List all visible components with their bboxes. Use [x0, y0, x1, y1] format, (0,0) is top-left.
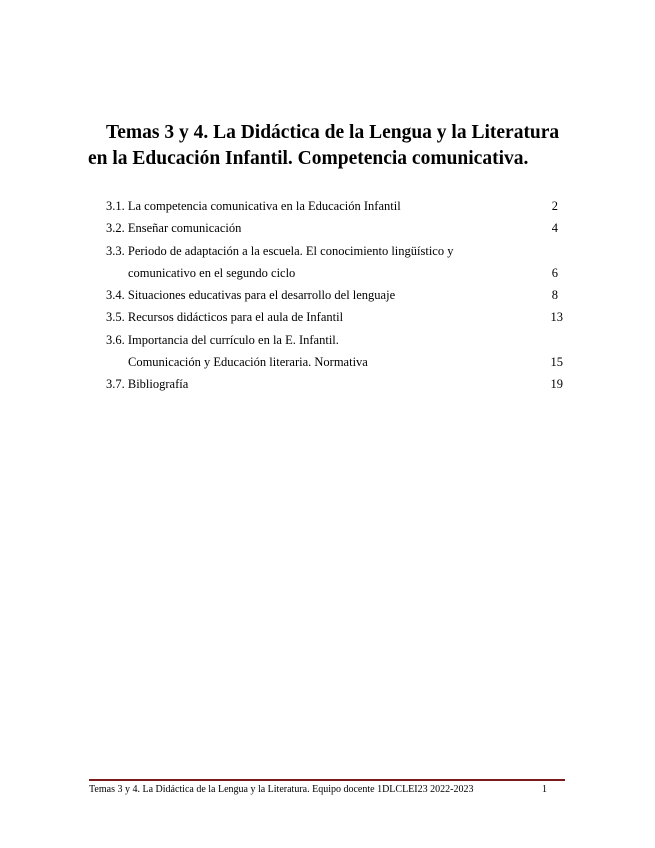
toc-entry-text: 3.4. Situaciones educativas para el desarrollo del lenguaje	[106, 288, 396, 303]
toc-page-number: 8	[551, 288, 558, 303]
toc-page-number: 6	[551, 265, 558, 280]
toc-entry-continuation: comunicativo en el segundo ciclo	[128, 265, 296, 280]
toc-entry-3-4[interactable]	[106, 284, 566, 306]
toc-entry-3-5[interactable]	[106, 306, 566, 328]
toc-entry-3-7[interactable]	[106, 373, 566, 395]
toc-entry-continuation: Comunicación y Educación literaria. Normativa	[128, 355, 368, 370]
title-line-2: en la Educación Infantil. Competencia comunicativa.	[88, 148, 529, 169]
document-title	[88, 120, 578, 172]
toc-entry-3-3-continued[interactable]	[106, 262, 566, 284]
toc-entry-text: 3.1. La competencia comunicativa en la Educación Infantil	[106, 199, 401, 213]
toc-page-number: 4	[551, 221, 558, 236]
toc-entry-text: 3.3. Periodo de adaptación a la escuela. El conocimiento lingüístico y	[106, 243, 454, 258]
footer-divider	[89, 779, 565, 781]
toc-entry-3-3[interactable]	[106, 240, 566, 262]
footer-text: Temas 3 y 4. La Didáctica de la Lengua y la Literatura. Equipo docente 1DLCLEI23 2022-2023	[89, 784, 474, 795]
toc-entry-text: 3.7. Bibliografía	[106, 377, 189, 392]
toc-page-number: 13	[550, 310, 563, 325]
toc-page-number: 15	[550, 355, 563, 370]
toc-entry-text: 3.2. Enseñar comunicación	[106, 221, 242, 236]
toc-entry-text: 3.5. Recursos didácticos para el aula de Infantil	[106, 310, 344, 325]
page-footer	[89, 783, 565, 796]
toc-entry-3-2[interactable]	[106, 217, 566, 239]
toc-page-number: 19	[550, 377, 563, 392]
toc-page-number: 2	[551, 199, 558, 213]
table-of-contents	[106, 195, 566, 396]
toc-entry-3-1[interactable]	[106, 195, 566, 217]
toc-entry-text: 3.6. Importancia del currículo en la E. Infantil.	[106, 332, 339, 347]
toc-entry-3-6[interactable]	[106, 329, 566, 351]
toc-entry-3-6-continued[interactable]	[106, 351, 566, 373]
title-line-1: Temas 3 y 4. La Didáctica de la Lengua y la Literatura	[106, 122, 560, 143]
footer-page-number: 1	[542, 784, 547, 795]
